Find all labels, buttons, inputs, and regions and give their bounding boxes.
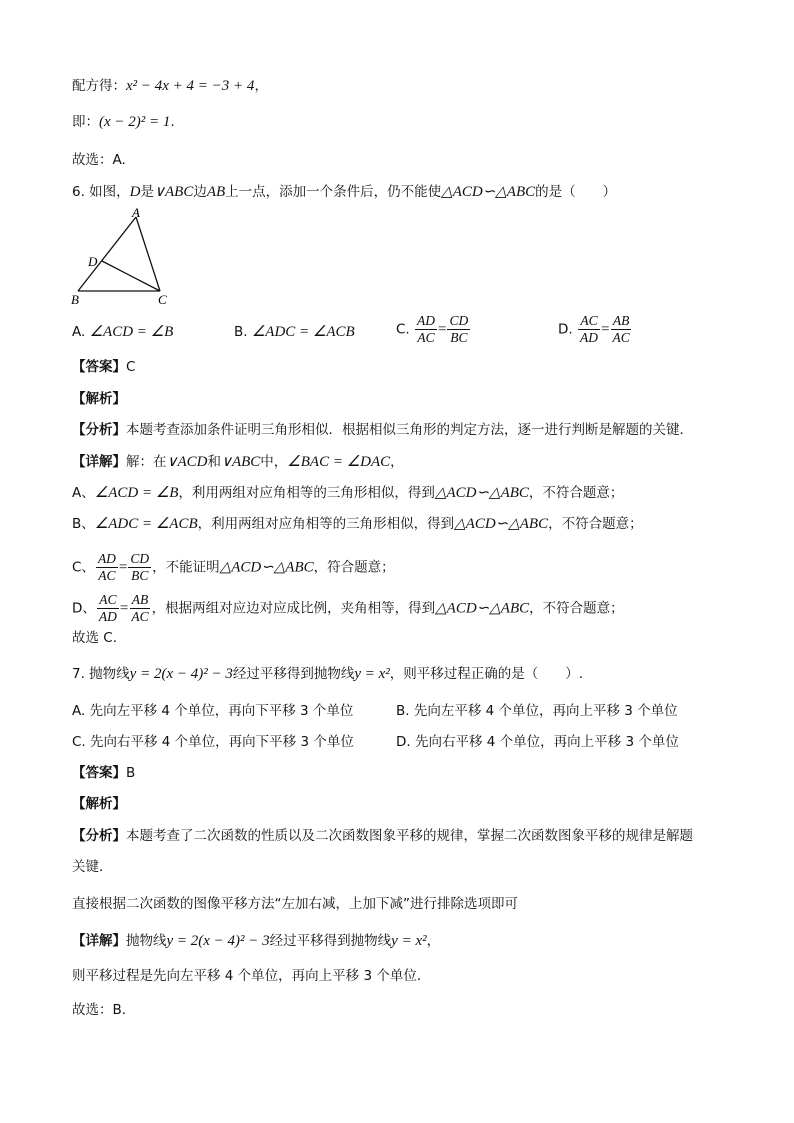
q6-analysis-tag <box>72 389 126 409</box>
text: 是 <box>140 184 155 200</box>
fraction <box>129 592 150 625</box>
text: D <box>129 184 141 200</box>
text: 即： <box>72 114 99 130</box>
text: ， <box>426 933 441 949</box>
intro-line-1 <box>72 76 268 96</box>
text: ∠ACD = ∠B <box>89 324 174 340</box>
q7-answer <box>72 763 135 783</box>
text: 7. 抛物线 <box>72 666 130 682</box>
text: CD <box>130 551 150 566</box>
q7-analysis-tag <box>72 794 126 814</box>
text: ，不符合题意； <box>528 485 624 501</box>
text: ， <box>390 454 404 470</box>
q7-process: 则平移过程是先向左平移 4 个单位，再向上平移 3 个单位． <box>72 968 431 984</box>
text: = <box>118 559 128 576</box>
text: 本题考查添加条件证明三角形相似．根据相似三角形的判定方法，逐一进行判断是解题的关键． <box>126 422 693 438</box>
text: CD <box>449 313 469 328</box>
text: 上一点，添加一个条件后，仍不能使 <box>225 184 442 200</box>
text: 的是（ ） <box>535 184 617 200</box>
text: C、 <box>72 559 95 576</box>
text: 边 <box>193 184 207 200</box>
q6-option-c[interactable] <box>396 313 471 346</box>
text: 本题考查了二次函数的性质以及二次函数图象平移的规律，掌握二次函数图象平移的规律是解题 <box>126 828 693 844</box>
text: ，不符合题意； <box>548 516 643 532</box>
text: AC <box>99 592 117 607</box>
text: ，利用两组对应角相等的三角形相似，得到 <box>197 516 455 532</box>
fraction <box>128 551 151 584</box>
text: AC <box>417 330 435 345</box>
text: y = x² <box>354 666 390 682</box>
text: ∨ACD <box>166 454 208 470</box>
q6-item-b <box>72 514 643 534</box>
q6-option-d[interactable] <box>558 313 633 346</box>
q7-option-c[interactable]: C. 先向右平移 4 个单位，再向下平移 3 个单位 <box>72 734 354 750</box>
text: ∠BAC = ∠DAC <box>287 454 391 470</box>
q7-stem <box>72 664 583 684</box>
text: C. <box>396 321 410 338</box>
fraction <box>610 313 631 346</box>
text: BC <box>131 568 149 583</box>
text: AB <box>206 184 226 200</box>
q6-option-b[interactable] <box>234 322 355 342</box>
text: = <box>600 321 610 338</box>
text: 【分析】 <box>72 422 126 438</box>
text: . <box>170 114 175 130</box>
text: A. <box>72 324 86 340</box>
text: 【详解】 <box>72 454 126 470</box>
q7-conclusion: 故选：B. <box>72 1002 127 1018</box>
text: 【详解】 <box>72 933 126 949</box>
fraction <box>415 313 437 346</box>
text: D. <box>558 321 573 338</box>
text: △ACD∽△ABC <box>435 600 530 617</box>
text: AD <box>98 609 117 624</box>
q7-option-a[interactable]: A. 先向左平移 4 个单位，再向下平移 3 个单位 <box>72 703 354 719</box>
q6-fenxi <box>72 420 693 440</box>
text: 中， <box>260 454 288 470</box>
q6-conclusion: 故选 C. <box>72 630 118 646</box>
text: ∠ACD = ∠B <box>94 485 179 501</box>
text: AD <box>97 551 116 566</box>
text: B、 <box>72 516 95 532</box>
text: ∠ADC = ∠ACB <box>94 516 198 532</box>
q6-item-d <box>72 592 624 625</box>
q6-stem <box>72 182 616 202</box>
math-expression: (x − 2)² = 1 <box>99 114 171 130</box>
text: AC <box>580 313 598 328</box>
text: 【答案】 <box>72 359 126 375</box>
fraction <box>96 551 118 584</box>
text: ，不能证明 <box>152 559 220 576</box>
text: ∨ABC <box>220 454 261 470</box>
text: ， <box>254 78 268 94</box>
text: ，利用两组对应角相等的三角形相似，得到 <box>178 485 435 501</box>
text: B <box>126 765 136 781</box>
text: AC <box>98 568 116 583</box>
text: 经过平移得到抛物线 <box>269 933 392 949</box>
q7-fenxi-2: 关键． <box>72 859 113 875</box>
q7-xiangjie <box>72 931 440 951</box>
label-a: A <box>132 205 140 220</box>
text: 解：在 <box>126 454 167 470</box>
text: AB <box>131 592 149 607</box>
triangle-figure <box>66 205 186 309</box>
label-c: C <box>158 292 167 307</box>
text: 抛物线 <box>126 933 167 949</box>
q7-option-d[interactable]: D. 先向右平移 4 个单位，再向上平移 3 个单位 <box>396 734 679 750</box>
q7-fenxi-1 <box>72 826 693 846</box>
q6-item-c <box>72 551 395 584</box>
fraction <box>578 313 600 346</box>
q7-option-b[interactable]: B. 先向左平移 4 个单位，再向上平移 3 个单位 <box>396 703 678 719</box>
intro-line-2 <box>72 112 175 132</box>
text: = <box>438 321 447 338</box>
label-b: B <box>71 292 79 307</box>
text: AB <box>612 313 630 328</box>
text: 配方得： <box>72 78 126 94</box>
text: ∨ABC <box>154 184 194 200</box>
text: AC <box>612 330 630 345</box>
q6-xiangjie <box>72 452 404 472</box>
text: 【解析】 <box>72 796 126 812</box>
text: D、 <box>72 600 96 617</box>
q6-option-a[interactable] <box>72 322 173 342</box>
text: = <box>119 600 129 617</box>
text: ，符合题意； <box>313 559 395 576</box>
fraction <box>447 313 470 346</box>
q7-method: 直接根据二次函数的图像平移方法“左加右减，上加下减”进行排除选项即可 <box>72 896 518 912</box>
q6-item-a <box>72 483 623 503</box>
text: y = x² <box>391 933 427 949</box>
intro-answer-line: 故选：A. <box>72 152 126 168</box>
math-expression: x² − 4x + 4 = −3 + 4 <box>126 78 255 94</box>
text: ∠ADC = ∠ACB <box>251 324 355 340</box>
text: 【分析】 <box>72 828 126 844</box>
text: 经过平移得到抛物线 <box>232 666 355 682</box>
text: 6. 如图， <box>72 184 130 200</box>
text: 【答案】 <box>72 765 126 781</box>
text: ，根据两组对应边对应成比例，夹角相等，得到 <box>151 600 436 617</box>
fraction <box>97 592 119 625</box>
text: △ACD∽△ABC <box>441 184 536 200</box>
text: y = 2(x − 4)² − 3 <box>166 933 270 949</box>
text: AD <box>417 313 436 328</box>
text: △ACD∽△ABC <box>434 485 529 501</box>
text: y = 2(x − 4)² − 3 <box>129 666 233 682</box>
text: C <box>126 359 136 375</box>
text: ，不符合题意； <box>529 600 624 617</box>
text: △ACD∽△ABC <box>454 516 549 532</box>
label-d: D <box>88 254 98 269</box>
text: BC <box>450 330 468 345</box>
text: 【解析】 <box>72 391 126 407</box>
text: AD <box>579 330 598 345</box>
text: △ACD∽△ABC <box>219 559 314 576</box>
text: AC <box>131 609 149 624</box>
text: B. <box>234 324 248 340</box>
edge-ab <box>78 217 136 291</box>
q6-answer <box>72 357 135 377</box>
text: ，则平移过程正确的是（ ）. <box>389 666 584 682</box>
text: A、 <box>72 485 95 501</box>
text: 和 <box>207 454 221 470</box>
